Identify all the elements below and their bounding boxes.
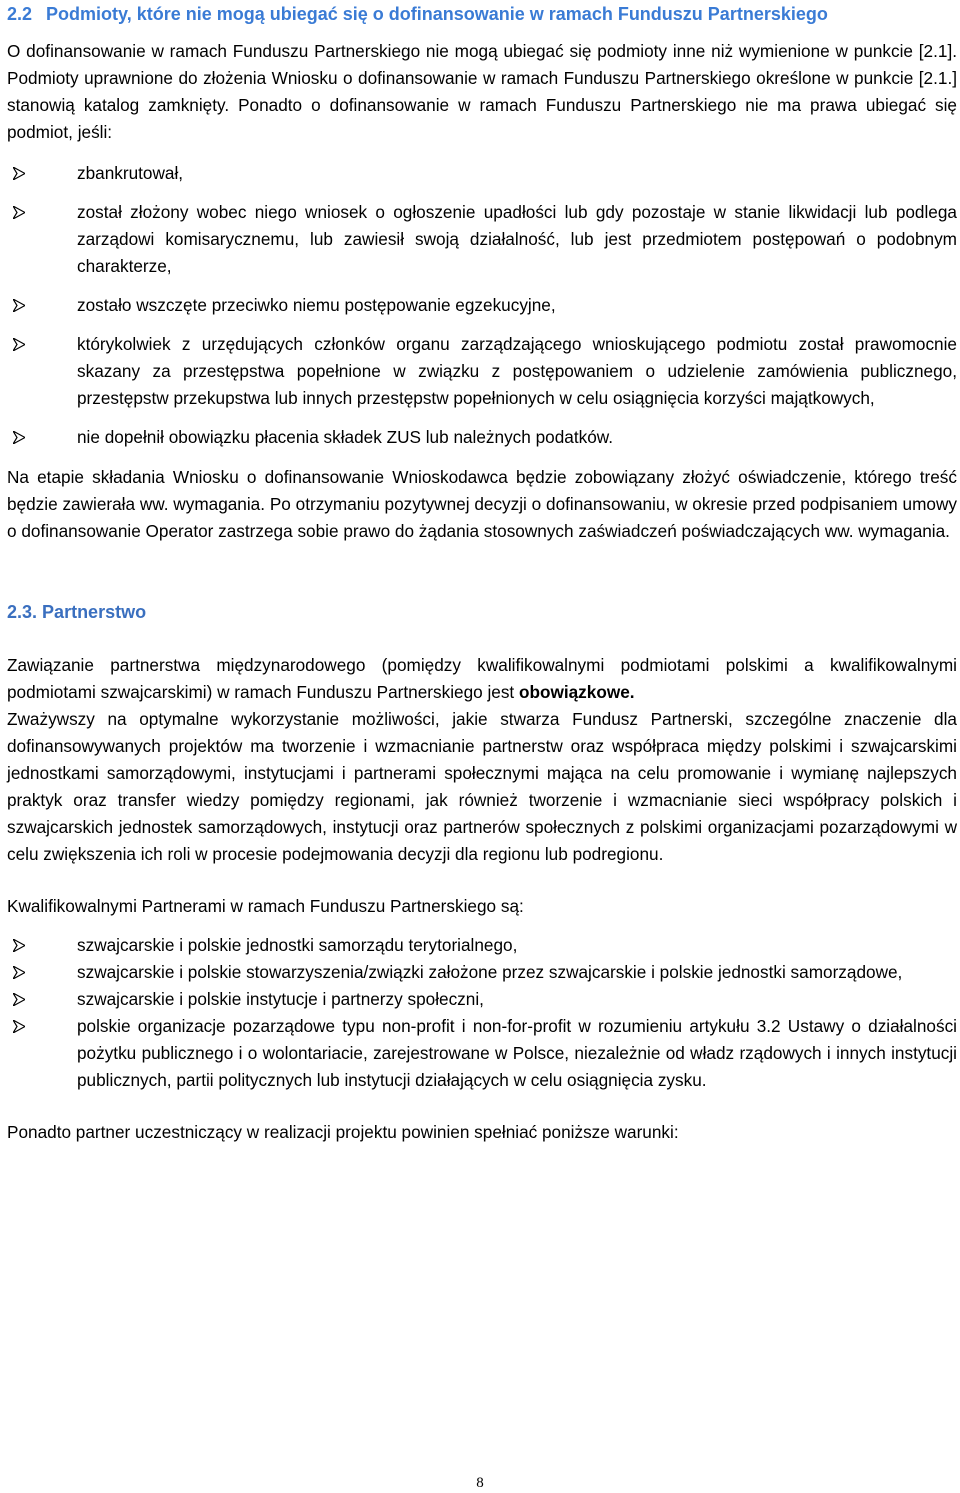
list-item	[7, 331, 957, 412]
list-item-text: zbankrutował,	[77, 163, 184, 183]
partners-intro-paragraph: Kwalifikowalnymi Partnerami w ramach Funduszu Partnerskiego są:	[7, 896, 524, 916]
list-item-text: zostało wszczęte przeciwko niemu postępowanie egzekucyjne,	[77, 295, 556, 315]
partnership-mandatory: obowiązkowe.	[518, 682, 635, 702]
arrowhead-bullet-icon	[13, 167, 25, 180]
section-number: 2.2	[7, 4, 33, 24]
intro-paragraph: O dofinansowanie w ramach Funduszu Partnerskiego nie mogą ubiegać się podmioty inne niż wymienione w punkcie [2.1]. Podmioty uprawnione do złożenia Wniosku o dofinansowanie w ramach Funduszu Partnerskiego określone w punkcie [2.1.] stanowią katalog zamknięty. Ponadto o dofinansowanie w ramach Funduszu Partnerskiego nie ma prawa ubiegać się podmiot, jeśli:	[7, 41, 957, 142]
arrowhead-bullet-icon	[13, 431, 25, 444]
section-title: Partnerstwo	[42, 602, 147, 622]
list-item-text: szwajcarskie i polskie instytucje i partnerzy społeczni,	[77, 989, 484, 1009]
arrowhead-bullet-icon	[13, 1020, 25, 1033]
arrowhead-bullet-icon	[13, 299, 25, 312]
arrowhead-bullet-icon	[13, 206, 25, 219]
arrowhead-bullet-icon	[13, 338, 25, 351]
list-item	[7, 424, 957, 451]
list-item-text: polskie organizacje pozarządowe typu non-profit i non-for-profit w rozumieniu artykułu 3.2 Ustawy o działalności pożytku publicznego i o wolontariacie, zarejestrowane w Polsce, niezależnie od władz rządowych i innych instytucji publicznych, partii politycznych lub instytucji działających w celu osiągnięcia zysku.	[77, 1016, 957, 1090]
importance-paragraph: Zważywszy na optymalne wykorzystanie możliwości, jakie stwarza Fundusz Partnerski, szczególne znaczenie dla dofinansowywanych projektów ma tworzenie i wzmacnianie partnerstw oraz współpraca między polskimi i szwajcarskimi jednostkami samorządowymi, instytucjami i partnerami społecznymi mająca na celu promowanie i wymianę najlepszych praktyk oraz transfer wiedzy pomiędzy regionami, jak również tworzenie i wzmacnianie sieci współpracy polskich i szwajcarskich jednostek samorządowych, instytucji oraz partnerów społecznych z polskimi organizacjami pozarządowymi w celu zwiększenia ich roli w procesie podejmowania decyzji dla regionu lub podregionu.	[7, 709, 957, 864]
list-item-text: szwajcarskie i polskie jednostki samorządu terytorialnego,	[77, 935, 518, 955]
list-item-text: którykolwiek z urzędujących członków organu zarządzającego wnioskującego podmiotu został prawomocnie skazany za przestępstwa popełnione w związku z postępowaniem o udzielenie zamówienia publicznego, przestępstw przekupstwa lub innych przestępstw popełnionych w celu osiągnięcia korzyści majątkowych,	[77, 334, 957, 408]
partnership-text: Zawiązanie partnerstwa międzynarodowego (pomiędzy kwalifikowalnymi podmiotami polskimi a kwalifikowalnymi podmiotami szwajcarskimi) w ramach Funduszu Partnerskiego jest	[7, 655, 957, 702]
partners-list	[7, 932, 957, 1094]
section-heading-2-3	[7, 601, 957, 623]
list-item	[7, 959, 957, 986]
list-item	[7, 986, 957, 1013]
section-heading-2-2	[7, 3, 957, 25]
arrowhead-bullet-icon	[13, 966, 25, 979]
list-item	[7, 160, 957, 187]
section-number: 2.3.	[7, 602, 38, 622]
list-item	[7, 932, 957, 959]
list-item-text: nie dopełnił obowiązku płacenia składek ZUS lub należnych podatków.	[77, 427, 614, 447]
section-title: Podmioty, które nie mogą ubiegać się o dofinansowanie w ramach Funduszu Partnerskiego	[46, 4, 828, 24]
list-item	[7, 292, 957, 319]
exclusion-list	[7, 160, 957, 451]
arrowhead-bullet-icon	[13, 993, 25, 1006]
list-item	[7, 1013, 957, 1094]
list-item-text: został złożony wobec niego wniosek o ogłoszenie upadłości lub gdy pozostaje w stanie likwidacji lub podlega zarządowi komisarycznemu, lub zawiesił swoją działalność, lub jest przedmiotem postępowań o podobnym charakterze,	[77, 202, 957, 276]
list-item-text: szwajcarskie i polskie stowarzyszenia/związki założone przez szwajcarskie i polskie jednostki samorządowe,	[77, 962, 903, 982]
arrowhead-bullet-icon	[13, 939, 25, 952]
list-item	[7, 199, 957, 280]
page-number: 8	[476, 1475, 484, 1491]
conditions-paragraph: Ponadto partner uczestniczący w realizacji projektu powinien spełniać poniższe warunki:	[7, 1122, 679, 1142]
declaration-paragraph: Na etapie składania Wniosku o dofinansowanie Wnioskodawca będzie zobowiązany złożyć oświadczenie, którego treść będzie zawierała ww. wymagania. Po otrzymaniu pozytywnej decyzji o dofinansowaniu, w okresie przed podpisaniem umowy o dofinansowanie Operator zastrzega sobie prawo do żądania stosownych zaświadczeń poświadczających ww. wymagania.	[7, 467, 957, 541]
partnership-paragraph	[7, 652, 957, 706]
page-content	[7, 0, 957, 1146]
